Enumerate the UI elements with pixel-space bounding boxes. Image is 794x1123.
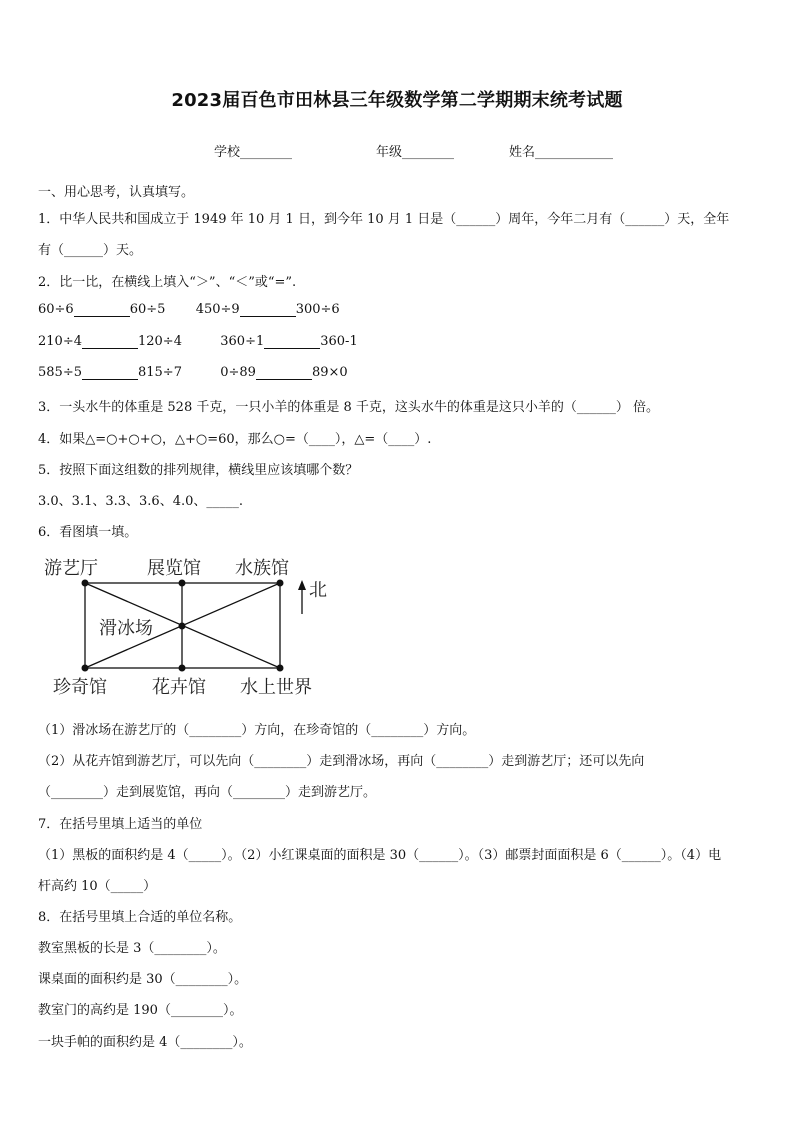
question-2-intro: 2．比一比，在横线上填入“＞”、“＜”或“=”. [38,275,297,290]
question-4: 4．如果△=○+○+○，△+○=60，那么○=（____），△=（____）. [38,432,432,447]
compare-row [38,334,358,349]
map-label-bottom-left: 珍奇馆 [53,677,107,698]
map-label-bottom-mid: 花卉馆 [152,677,206,698]
compare-right: 815÷7 [137,365,182,380]
question-1-line-1: 1．中华人民共和国成立于 1949 年 10 月 1 日，到今年 10 月 1 日是（______）周年，今年二月有（______）天，全年 [38,212,730,227]
question-6: 6．看图填一填。 [38,525,138,540]
grade-field-label: 年级________ [376,145,455,160]
question-8: 8．在括号里填上合适的单位名称。 [38,910,242,925]
compare-right: 60÷5 [129,302,166,317]
map-label-center: 滑冰场 [99,618,153,639]
school-field-label: 学校________ [214,145,293,160]
question-7: 7．在括号里填上适当的单位 [38,817,203,832]
answer-blank [264,334,320,349]
question-7-line-2: 杆高约 10（_____） [38,879,157,894]
compare-left: 0÷89 [220,365,256,380]
question-8-item: 教室黑板的长是 3（________）。 [38,941,226,956]
north-arrow-head [298,580,306,590]
answer-blank [74,302,130,317]
map-north-label: 北 [309,580,327,601]
compare-left: 60÷6 [38,302,74,317]
map-label-top-right: 水族馆 [235,558,289,579]
map-point [179,623,186,630]
map-point [82,580,89,587]
name-field-label: 姓名____________ [509,145,614,160]
page-title: 2023届百色市田林县三年级数学第二学期期末统考试题 [171,90,623,111]
location-map [0,545,360,705]
map-point [82,665,89,672]
question-6-part-2-line-1: （2）从花卉馆到游艺厅，可以先向（________）走到滑冰场，再向（________）走到游艺厅；还可以先向 [38,754,645,769]
compare-right: 360-1 [320,334,358,349]
compare-left: 210÷4 [38,334,82,349]
question-5: 5．按照下面这组数的排列规律，横线里应该填哪个数？ [38,463,359,478]
compare-left: 450÷9 [195,302,240,317]
question-3: 3．一头水牛的体重是 528 千克，一只小羊的体重是 8 千克，这头水牛的体重是这只小羊的（______） 倍。 [38,400,660,415]
answer-blank [240,302,296,317]
question-8-item: 课桌面的面积约是 30（________）。 [38,972,248,987]
map-point [277,580,284,587]
map-point [179,665,186,672]
question-6-part-1: （1）滑冰场在游艺厅的（________）方向，在珍奇馆的（________）方向。 [38,723,476,738]
question-5-sequence: 3.0、3.1、3.3、3.6、4.0、_____. [38,494,244,509]
question-7-line-1: （1）黑板的面积约是 4（_____）。（2）小红课桌面的面积是 30（______）。（3）邮票封面面积是 6（______）。（4）电 [38,848,722,863]
question-8-item: 一块手帕的面积约是 4（________）。 [38,1035,252,1050]
answer-blank [82,365,138,380]
answer-blank [256,365,312,380]
compare-left: 585÷5 [38,365,82,380]
compare-row [38,302,340,317]
compare-left: 360÷1 [220,334,265,349]
question-1-line-2: 有（______）天。 [38,243,143,258]
map-label-top-mid: 展览馆 [147,558,201,579]
question-8-item: 教室门的高约是 190（________）。 [38,1003,243,1018]
compare-row [38,365,348,380]
question-6-part-2-line-2: （________）走到展览馆，再向（________）走到游艺厅。 [38,785,377,800]
map-point [179,580,186,587]
answer-blank [82,334,138,349]
section-heading: 一、用心思考，认真填写。 [38,185,195,200]
compare-right: 120÷4 [137,334,182,349]
map-label-bottom-right: 水上世界 [240,677,312,698]
compare-right: 300÷6 [295,302,340,317]
map-label-top-left: 游艺厅 [44,558,98,579]
compare-right: 89×0 [311,365,348,380]
map-point [277,665,284,672]
